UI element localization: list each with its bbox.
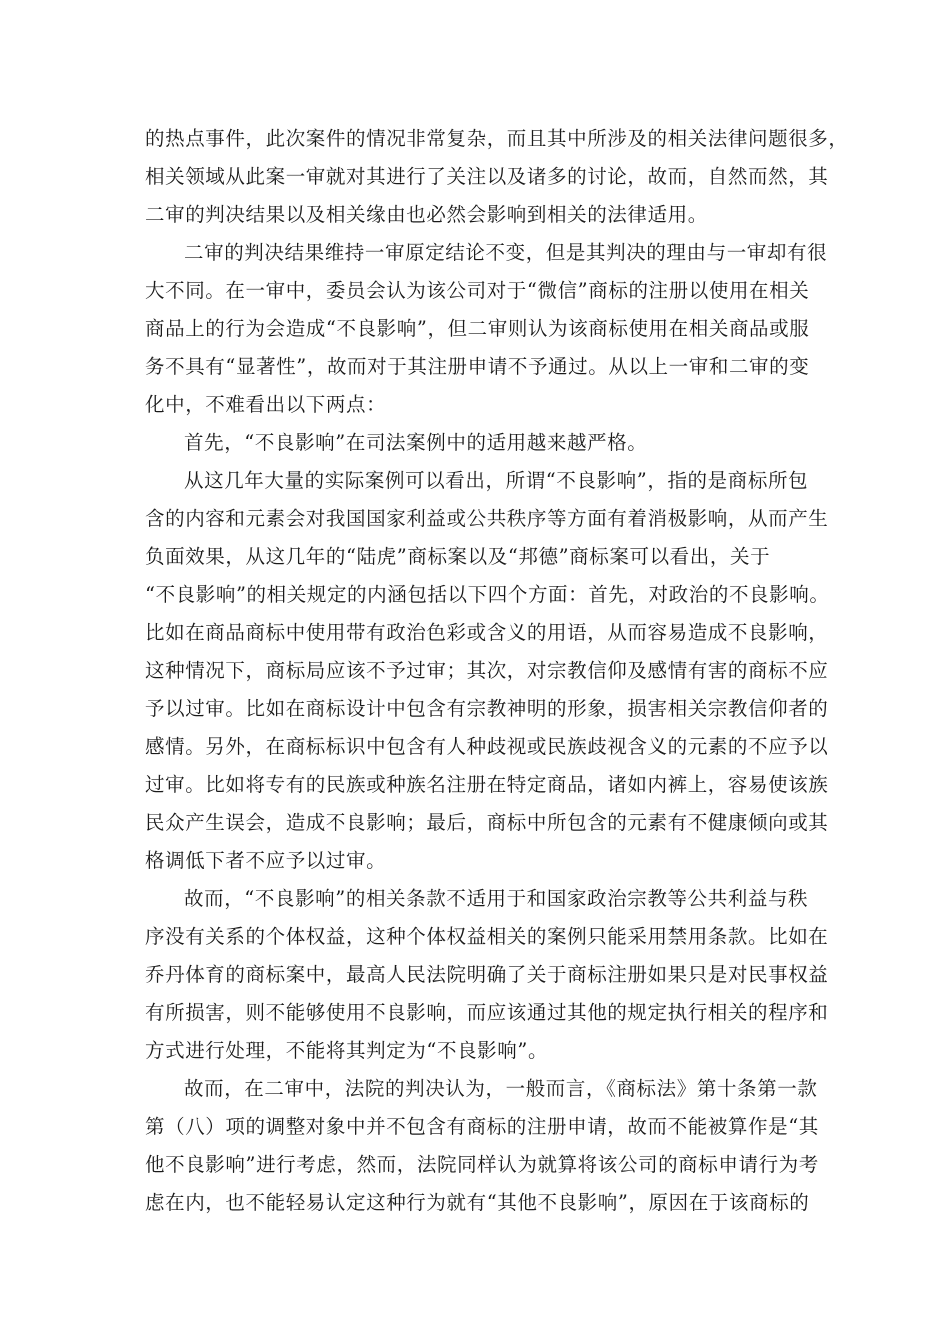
paragraph-first-line: 故而，在二审中，法院的判决认为，一般而言，《商标法》第十条第一款	[184, 1077, 818, 1100]
text-line: 二审的判决结果以及相关缘由也必然会影响到相关的法律适用。	[145, 203, 708, 226]
paragraph-first-line: 首先，“不良影响”在司法案例中的适用越来越严格。	[184, 431, 648, 454]
text-line: 商品上的行为会造成“不良影响”，但二审则认为该商标使用在相关商品或服	[145, 317, 810, 340]
text-line: 有所损害，则不能够使用不良影响，而应该通过其他的规定执行相关的程序和	[145, 1001, 829, 1024]
text-line: 化中，不难看出以下两点：	[145, 393, 387, 416]
text-line: 的热点事件，此次案件的情况非常复杂，而且其中所涉及的相关法律问题很多，	[145, 127, 849, 150]
text-line: 予以过审。比如在商标设计中包含有宗教神明的形象，损害相关宗教信仰者的	[145, 697, 829, 720]
text-line: 序没有关系的个体权益，这种个体权益相关的案例只能采用禁用条款。比如在	[145, 925, 829, 948]
text-line: 虑在内，也不能轻易认定这种行为就有“其他不良影响”，原因在于该商标的	[145, 1191, 810, 1214]
text-line: 负面效果，从这几年的“陆虎”商标案以及“邦德”商标案可以看出，关于	[145, 545, 771, 568]
text-line: 乔丹体育的商标案中，最高人民法院明确了关于商标注册如果只是对民事权益	[145, 963, 829, 986]
text-line: 务不具有“显著性”，故而对于其注册申请不予通过。从以上一审和二审的变	[145, 355, 810, 378]
text-line: 相关领域从此案一审就对其进行了关注以及诸多的讨论，故而，自然而然，其	[145, 165, 829, 188]
text-line: 民众产生误会，造成不良影响；最后，商标中所包含的元素有不健康倾向或其	[145, 811, 829, 834]
text-line: 过审。比如将专有的民族或种族名注册在特定商品，诸如内裤上，容易使该族	[145, 773, 829, 796]
text-line: 感情。另外，在商标标识中包含有人种歧视或民族歧视含义的元素的不应予以	[145, 735, 829, 758]
paragraph-first-line: 从这几年大量的实际案例可以看出，所谓“不良影响”，指的是商标所包	[184, 469, 809, 492]
text-line: 比如在商品商标中使用带有政治色彩或含义的用语，从而容易造成不良影响，	[145, 621, 829, 644]
text-line: 他不良影响”进行考虑，然而，法院同样认为就算将该公司的商标申请行为考	[145, 1153, 819, 1176]
text-line: “不良影响”的相关规定的内涵包括以下四个方面：首先，对政治的不良影响。	[145, 583, 830, 606]
text-line: 这种情况下，商标局应该不予过审；其次，对宗教信仰及感情有害的商标不应	[145, 659, 829, 682]
text-line: 大不同。在一审中，委员会认为该公司对于“微信”商标的注册以使用在相关	[145, 279, 810, 302]
text-line: 第（八）项的调整对象中并不包含有商标的注册申请，故而不能被算作是“其	[145, 1115, 819, 1138]
text-line: 方式进行处理，不能将其判定为“不良影响”。	[145, 1039, 549, 1062]
paragraph-first-line: 故而，“不良影响”的相关条款不适用于和国家政治宗教等公共利益与秩	[184, 887, 809, 910]
text-line: 格调低下者不应予以过审。	[145, 849, 387, 872]
paragraph-first-line: 二审的判决结果维持一审原定结论不变，但是其判决的理由与一审却有很	[184, 241, 828, 264]
text-line: 含的内容和元素会对我国国家利益或公共秩序等方面有着消极影响，从而产生	[145, 507, 829, 530]
